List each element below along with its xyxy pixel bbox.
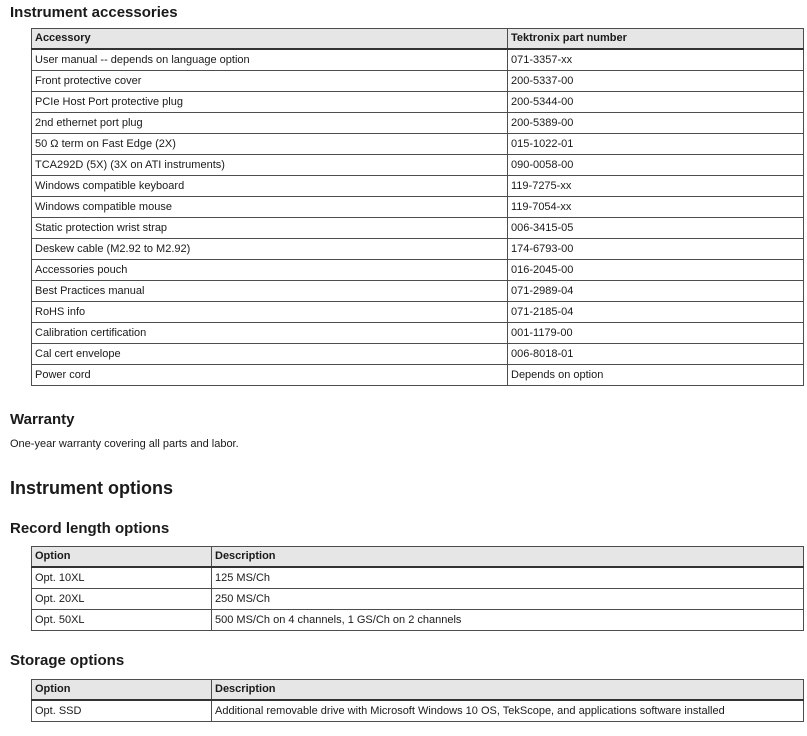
column-header-description: Description: [212, 547, 804, 568]
accessory-cell: PCIe Host Port protective plug: [32, 92, 508, 113]
part-number-cell: 071-2185-04: [508, 302, 804, 323]
table-row: [32, 567, 804, 589]
option-cell: Opt. 20XL: [32, 589, 212, 610]
part-number-cell: Depends on option: [508, 365, 804, 386]
accessory-cell: 2nd ethernet port plug: [32, 113, 508, 134]
accessory-cell: Windows compatible keyboard: [32, 176, 508, 197]
table-row: [32, 71, 804, 92]
table-header-row: [32, 29, 804, 50]
table-row: [32, 610, 804, 631]
part-number-cell: 006-3415-05: [508, 218, 804, 239]
part-number-cell: 119-7275-xx: [508, 176, 804, 197]
table-row: [32, 589, 804, 610]
part-number-cell: 200-5344-00: [508, 92, 804, 113]
table-row: [32, 134, 804, 155]
option-cell: Opt. 50XL: [32, 610, 212, 631]
part-number-cell: 006-8018-01: [508, 344, 804, 365]
table-row: [32, 323, 804, 344]
accessory-cell: Windows compatible mouse: [32, 197, 508, 218]
option-cell: Opt. SSD: [32, 700, 212, 722]
accessory-cell: Best Practices manual: [32, 281, 508, 302]
option-cell: Opt. 10XL: [32, 567, 212, 589]
part-number-cell: 119-7054-xx: [508, 197, 804, 218]
part-number-cell: 071-2989-04: [508, 281, 804, 302]
part-number-cell: 174-6793-00: [508, 239, 804, 260]
table-row: [32, 176, 804, 197]
part-number-cell: 090-0058-00: [508, 155, 804, 176]
warranty-text: One-year warranty covering all parts and labor.: [10, 438, 239, 450]
accessories-table: [31, 28, 804, 386]
storage-table: [31, 679, 804, 722]
description-cell: Additional removable drive with Microsoft Windows 10 OS, TekScope, and applications software installed: [212, 700, 804, 722]
accessory-cell: Cal cert envelope: [32, 344, 508, 365]
table-row: [32, 365, 804, 386]
table-row: [32, 239, 804, 260]
accessory-cell: Static protection wrist strap: [32, 218, 508, 239]
table-row: [32, 113, 804, 134]
description-cell: 250 MS/Ch: [212, 589, 804, 610]
record-length-table: [31, 546, 804, 631]
column-header-part-number: Tektronix part number: [508, 29, 804, 50]
table-header-row: [32, 547, 804, 568]
description-cell: 500 MS/Ch on 4 channels, 1 GS/Ch on 2 channels: [212, 610, 804, 631]
record-length-heading: Record length options: [10, 520, 170, 537]
column-header-accessory: Accessory: [32, 29, 508, 50]
part-number-cell: 200-5337-00: [508, 71, 804, 92]
table-row: [32, 344, 804, 365]
table-row: [32, 92, 804, 113]
part-number-cell: 200-5389-00: [508, 113, 804, 134]
accessory-cell: Deskew cable (M2.92 to M2.92): [32, 239, 508, 260]
column-header-option: Option: [32, 680, 212, 701]
accessory-cell: Power cord: [32, 365, 508, 386]
table-row: [32, 700, 804, 722]
table-row: [32, 155, 804, 176]
accessory-cell: Calibration certification: [32, 323, 508, 344]
accessory-cell: Front protective cover: [32, 71, 508, 92]
accessory-cell: User manual -- depends on language option: [32, 49, 508, 71]
accessory-cell: 50 Ω term on Fast Edge (2X): [32, 134, 508, 155]
table-row: [32, 49, 804, 71]
accessories-heading: Instrument accessories: [10, 4, 178, 21]
table-row: [32, 197, 804, 218]
table-row: [32, 281, 804, 302]
part-number-cell: 016-2045-00: [508, 260, 804, 281]
description-cell: 125 MS/Ch: [212, 567, 804, 589]
storage-heading: Storage options: [10, 652, 125, 669]
warranty-heading: Warranty: [10, 411, 75, 428]
part-number-cell: 001-1179-00: [508, 323, 804, 344]
table-row: [32, 302, 804, 323]
table-row: [32, 260, 804, 281]
column-header-option: Option: [32, 547, 212, 568]
accessory-cell: RoHS info: [32, 302, 508, 323]
part-number-cell: 015-1022-01: [508, 134, 804, 155]
part-number-cell: 071-3357-xx: [508, 49, 804, 71]
accessory-cell: Accessories pouch: [32, 260, 508, 281]
instrument-options-heading: Instrument options: [10, 478, 173, 498]
table-row: [32, 218, 804, 239]
accessory-cell: TCA292D (5X) (3X on ATI instruments): [32, 155, 508, 176]
table-header-row: [32, 680, 804, 701]
column-header-description: Description: [212, 680, 804, 701]
